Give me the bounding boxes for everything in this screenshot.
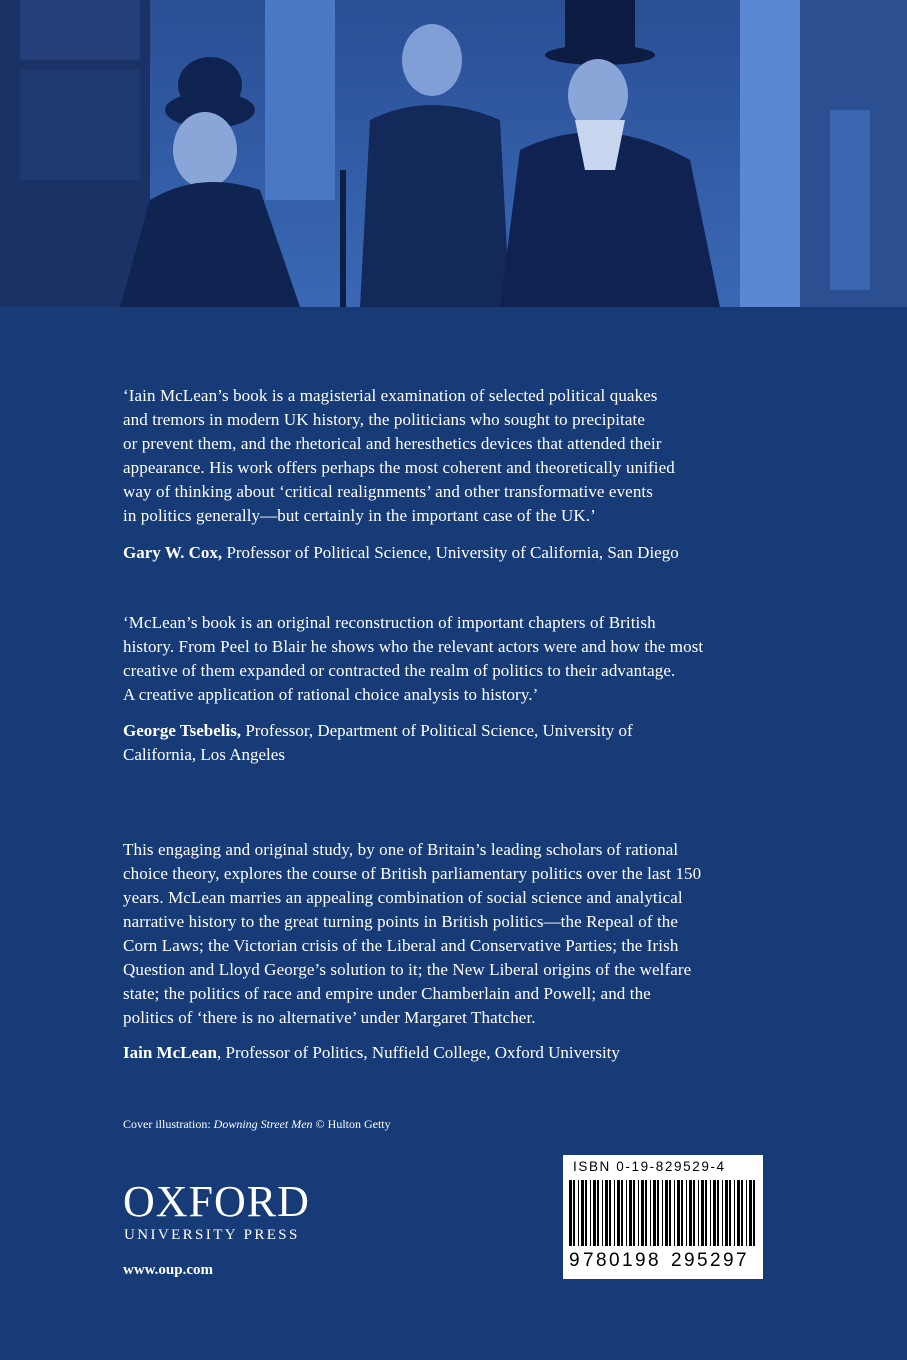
barcode-bar — [638, 1180, 639, 1246]
description-line: politics of ‘there is no alternative’ under Margaret Thatcher. — [123, 1008, 536, 1027]
barcode-bar — [677, 1180, 680, 1246]
barcode-bar — [629, 1180, 632, 1246]
barcode-bar — [749, 1180, 752, 1246]
barcode-digit: 9 — [684, 1250, 696, 1271]
barcode-bar — [698, 1180, 699, 1246]
quote-line: way of thinking about ‘critical realignments’ and other transformative events — [123, 482, 653, 501]
quote-line: and tremors in modern UK history, the politicians who sought to precipitate — [123, 410, 645, 429]
publisher-subtitle: UNIVERSITY PRESS — [124, 1227, 300, 1243]
barcode-digit: 7 — [583, 1250, 595, 1271]
reviewer-name: Gary W. Cox, — [123, 543, 223, 562]
quote-line: in politics generally—but certainly in the important case of the UK.’ — [123, 506, 596, 525]
barcode-bar — [674, 1180, 675, 1246]
barcode-bar — [621, 1180, 623, 1246]
barcode-bar — [701, 1180, 704, 1246]
isbn-label: ISBN 0-19-829529-4 — [573, 1159, 726, 1174]
barcode-bar — [633, 1180, 635, 1246]
barcode-bar — [686, 1180, 687, 1246]
barcode-digit: 1 — [622, 1250, 634, 1271]
barcode-digit: 9 — [723, 1250, 735, 1271]
quote-line: ‘Iain McLean’s book is a magisterial examination of selected political quakes — [123, 386, 658, 405]
barcode-bars — [567, 1180, 759, 1258]
barcode-digit: 8 — [596, 1250, 608, 1271]
author-attribution — [123, 1041, 773, 1065]
barcode-bar — [729, 1180, 731, 1246]
cover-photo-illustration — [0, 0, 907, 307]
description-line: Question and Lloyd George’s solution to it; the New Liberal origins of the welfare — [123, 960, 692, 979]
description-line: Corn Laws; the Victorian crisis of the Liberal and Conservative Parties; the Irish — [123, 936, 679, 955]
barcode-bar — [665, 1180, 668, 1246]
barcode-bar — [614, 1180, 615, 1246]
reviewer-name: George Tsebelis, — [123, 721, 242, 740]
review-quote-1 — [123, 384, 773, 528]
quote-line: appearance. His work offers perhaps the most coherent and theoretically unified — [123, 458, 675, 477]
barcode-bar — [597, 1180, 599, 1246]
barcode-bar — [573, 1180, 575, 1246]
barcode-digit: 2 — [710, 1250, 722, 1271]
barcode-bar — [626, 1180, 627, 1246]
barcode-bar — [569, 1180, 572, 1246]
reviewer-affiliation: Professor of Political Science, University of California, San Diego — [222, 543, 679, 562]
barcode-bar — [746, 1180, 747, 1246]
barcode-bar — [578, 1180, 579, 1246]
barcode-bar — [717, 1180, 719, 1246]
barcode-digit: 9 — [635, 1250, 647, 1271]
barcode-bar — [713, 1180, 716, 1246]
barcode-digit: 0 — [609, 1250, 621, 1271]
barcode-digit: 7 — [736, 1250, 748, 1271]
barcode-digit: 5 — [697, 1250, 709, 1271]
barcode-bar — [653, 1180, 656, 1246]
barcode-bar — [585, 1180, 587, 1246]
description-line: state; the politics of race and empire under Chamberlain and Powell; and the — [123, 984, 651, 1003]
review-quote-2 — [123, 611, 773, 707]
credit-suffix: © Hulton Getty — [312, 1117, 391, 1131]
barcode-bar — [641, 1180, 644, 1246]
barcode-bar — [705, 1180, 707, 1246]
barcode-bar — [593, 1180, 596, 1246]
reviewer-affiliation: California, Los Angeles — [123, 745, 285, 764]
barcode-bar — [753, 1180, 755, 1246]
barcode-bar — [669, 1180, 671, 1246]
quote-line: ‘McLean’s book is an original reconstruction of important chapters of British — [123, 613, 656, 632]
barcode-digit: 9 — [569, 1250, 581, 1271]
publisher-url: www.oup.com — [123, 1262, 214, 1278]
barcode-bar — [722, 1180, 723, 1246]
barcode-bar — [609, 1180, 611, 1246]
description-line: narrative history to the great turning points in British politics—the Repeal of the — [123, 912, 679, 931]
barcode-bar — [710, 1180, 711, 1246]
cover-credit — [123, 1116, 391, 1132]
credit-prefix: Cover illustration: — [123, 1117, 214, 1131]
barcode-bar — [602, 1180, 603, 1246]
barcode-bar — [662, 1180, 663, 1246]
barcode-bar — [725, 1180, 728, 1246]
publisher-logo: OXFORD — [123, 1177, 310, 1226]
barcode-bar — [605, 1180, 608, 1246]
author-name: Iain McLean — [123, 1043, 217, 1062]
barcode-bar — [737, 1180, 740, 1246]
barcode-bar — [581, 1180, 584, 1246]
barcode-bar — [741, 1180, 743, 1246]
author-affiliation: , Professor of Politics, Nuffield College, Oxford University — [216, 1043, 620, 1062]
book-description — [123, 838, 773, 1030]
barcode-bar — [590, 1180, 591, 1246]
description-line: This engaging and original study, by one of Britain’s leading scholars of rational — [123, 840, 679, 859]
quote-line: history. From Peel to Blair he shows who the relevant actors were and how the most — [123, 637, 704, 656]
barcode-digit: 2 — [671, 1250, 683, 1271]
quote-line: A creative application of rational choice analysis to history.’ — [123, 685, 539, 704]
barcode-digits — [563, 1250, 763, 1274]
description-line: choice theory, explores the course of British parliamentary politics over the last 150 — [123, 864, 702, 883]
barcode-bar — [645, 1180, 647, 1246]
description-line: years. McLean marries an appealing combination of social science and analytical — [123, 888, 683, 907]
barcode-digit: 8 — [648, 1250, 660, 1271]
barcode-bar — [693, 1180, 695, 1246]
cover-photo — [0, 0, 907, 307]
barcode-bar — [734, 1180, 735, 1246]
reviewer-affiliation: Professor, Department of Political Science, University of — [241, 721, 633, 740]
barcode-bar — [650, 1180, 651, 1246]
barcode-bar — [681, 1180, 683, 1246]
quote-line: creative of them expanded or contracted the realm of politics to their advantage. — [123, 661, 676, 680]
isbn-barcode — [563, 1155, 763, 1279]
credit-title: Downing Street Men — [213, 1117, 313, 1131]
barcode-bar — [617, 1180, 620, 1246]
barcode-bar — [689, 1180, 692, 1246]
review-attribution-2 — [123, 719, 773, 767]
quote-line: or prevent them, and the rhetorical and heresthetics devices that attended their — [123, 434, 662, 453]
review-attribution-1 — [123, 541, 773, 565]
barcode-bar — [657, 1180, 659, 1246]
